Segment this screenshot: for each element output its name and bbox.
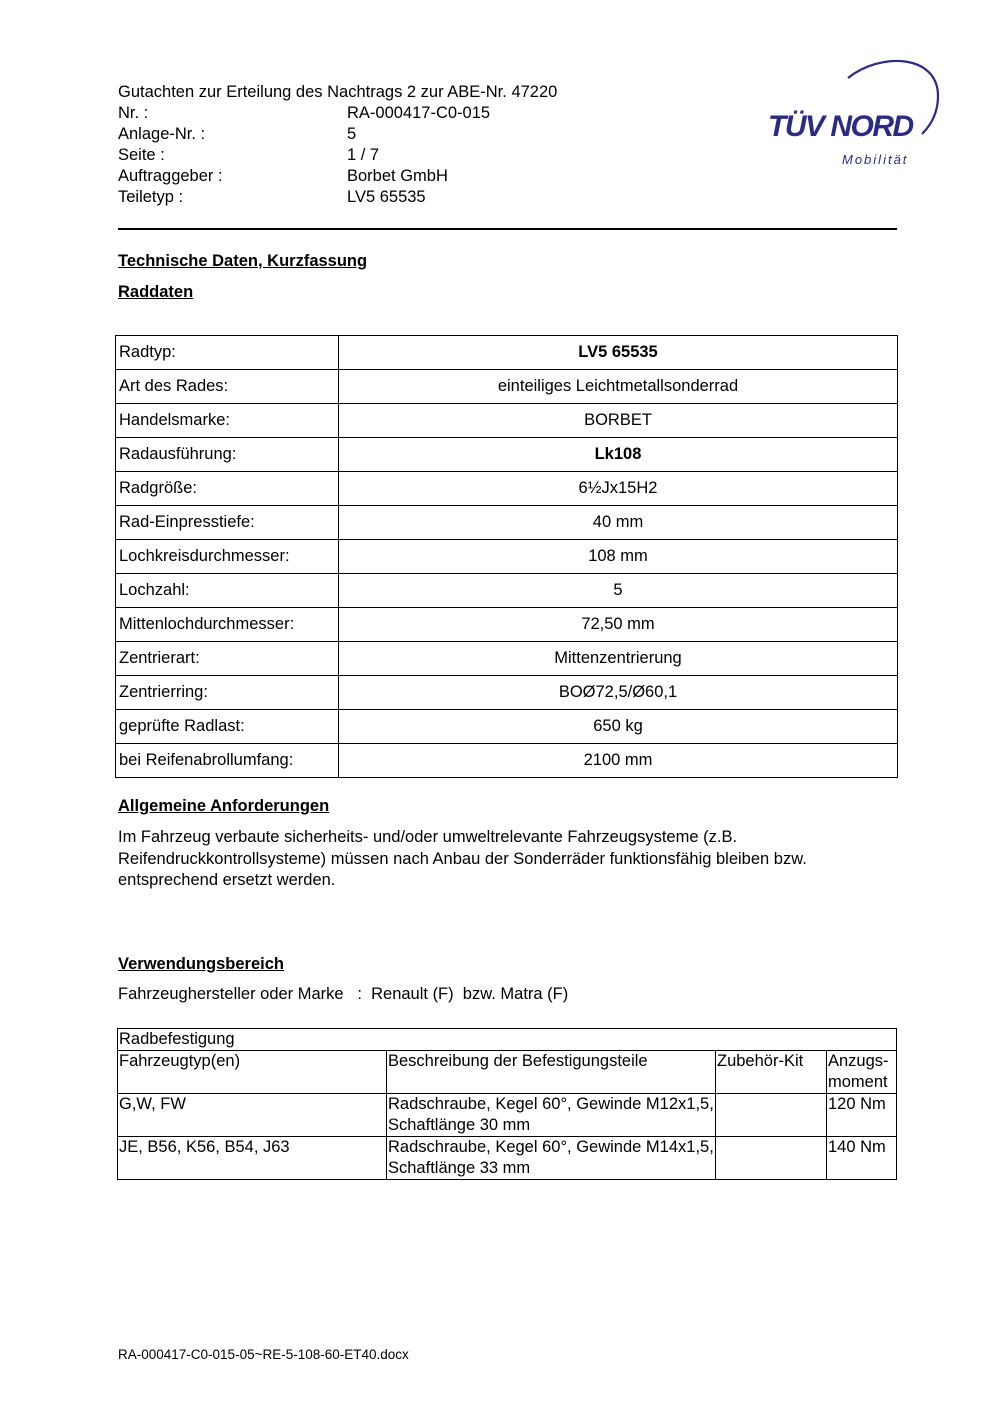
fahrzeughersteller-line: Fahrzeughersteller oder Marke : Renault (F) bzw. Matra (F)	[118, 985, 569, 1003]
radbefestigung-table	[117, 1028, 897, 1180]
header-value: Borbet GmbH	[347, 167, 448, 185]
row-value: 6½Jx15H2	[339, 472, 898, 506]
header-label: Auftraggeber :	[118, 167, 223, 185]
row-label: Radtyp:	[116, 336, 339, 370]
table-title: Radbefestigung	[118, 1029, 897, 1051]
table-row	[116, 438, 898, 472]
table-row	[116, 574, 898, 608]
header-label: Anlage-Nr. :	[118, 125, 206, 143]
table-cell: JE, B56, K56, B54, J63	[118, 1137, 387, 1180]
row-label: Zentrierart:	[116, 642, 339, 676]
table-row	[116, 370, 898, 404]
header-row-anlage	[118, 124, 490, 145]
footer-filename: RA-000417-C0-015-05~RE-5-108-60-ET40.docx	[118, 1347, 409, 1362]
table-cell	[716, 1094, 827, 1137]
row-value: 650 kg	[339, 710, 898, 744]
table-row	[116, 540, 898, 574]
table-row	[116, 744, 898, 778]
table-cell: G,W, FW	[118, 1094, 387, 1137]
row-value: einteiliges Leichtmetallsonderrad	[339, 370, 898, 404]
header-row-teiletyp	[118, 187, 490, 208]
table-row	[116, 404, 898, 438]
table-cell: Radschraube, Kegel 60°, Gewinde M12x1,5, Schaftlänge 30 mm	[387, 1094, 716, 1137]
row-value: Lk108	[339, 438, 898, 472]
row-value: LV5 65535	[339, 336, 898, 370]
header-label: Nr. :	[118, 104, 149, 122]
row-label: Radausführung:	[116, 438, 339, 472]
heading-raddaten: Raddaten	[118, 283, 194, 301]
row-label: Handelsmarke:	[116, 404, 339, 438]
row-label: Art des Rades:	[116, 370, 339, 404]
logo-brand-text: TÜV NORD	[768, 110, 913, 143]
column-header: Zubehör-Kit	[716, 1051, 827, 1094]
table-row	[118, 1137, 897, 1180]
table-row	[116, 336, 898, 370]
header-row-seite	[118, 145, 490, 166]
header-divider	[118, 228, 897, 230]
header-value: RA-000417-C0-015	[347, 104, 491, 122]
row-value: 5	[339, 574, 898, 608]
table-cell	[716, 1137, 827, 1180]
column-header: Fahrzeugtyp(en)	[118, 1051, 387, 1094]
table-row	[116, 472, 898, 506]
row-value: Mittenzentrierung	[339, 642, 898, 676]
row-value: 72,50 mm	[339, 608, 898, 642]
row-label: bei Reifenabrollumfang:	[116, 744, 339, 778]
row-label: geprüfte Radlast:	[116, 710, 339, 744]
row-label: Lochkreisdurchmesser:	[116, 540, 339, 574]
header-info	[118, 103, 490, 208]
row-value: 40 mm	[339, 506, 898, 540]
table-header-row	[118, 1051, 897, 1094]
raddaten-table	[115, 335, 898, 778]
header-row-auftraggeber	[118, 166, 490, 187]
row-value: 2100 mm	[339, 744, 898, 778]
row-value: BORBET	[339, 404, 898, 438]
logo-sub-text: Mobilität	[842, 152, 909, 167]
row-label: Mittenlochdurchmesser:	[116, 608, 339, 642]
header-value: LV5 65535	[347, 188, 426, 206]
heading-allgemeine-anforderungen: Allgemeine Anforderungen	[118, 797, 330, 815]
header-value: 5	[347, 125, 357, 143]
header-label: Seite :	[118, 146, 165, 164]
table-row	[116, 676, 898, 710]
table-row	[116, 506, 898, 540]
header-row-nr	[118, 103, 490, 124]
tuv-nord-logo	[760, 56, 945, 171]
allgemeine-anforderungen-text: Im Fahrzeug verbaute sicherheits- und/oder umweltrelevante Fahrzeugsysteme (z.B. Reifendruckkontrollsysteme) müssen nach Anbau der Sonderräder funktionsfähig bleiben bzw. entsprechend ersetzt werden.	[118, 828, 807, 889]
column-header: Anzugs-moment	[827, 1051, 897, 1094]
row-label: Zentrierring:	[116, 676, 339, 710]
row-value: 108 mm	[339, 540, 898, 574]
report-title: Gutachten zur Erteilung des Nachtrags 2 zur ABE-Nr. 47220	[118, 83, 558, 101]
table-row	[116, 642, 898, 676]
table-row	[116, 608, 898, 642]
header-value: 1 / 7	[347, 146, 380, 164]
row-label: Lochzahl:	[116, 574, 339, 608]
header-label: Teiletyp :	[118, 188, 184, 206]
heading-verwendungsbereich: Verwendungsbereich	[118, 955, 284, 973]
row-label: Radgröße:	[116, 472, 339, 506]
table-title-row	[118, 1029, 897, 1051]
table-cell: Radschraube, Kegel 60°, Gewinde M14x1,5, Schaftlänge 33 mm	[387, 1137, 716, 1180]
column-header: Beschreibung der Befestigungsteile	[387, 1051, 716, 1094]
row-label: Rad-Einpresstiefe:	[116, 506, 339, 540]
heading-technische-daten: Technische Daten, Kurzfassung	[118, 252, 368, 270]
table-row	[116, 710, 898, 744]
table-cell: 120 Nm	[827, 1094, 897, 1137]
table-cell: 140 Nm	[827, 1137, 897, 1180]
table-row	[118, 1094, 897, 1137]
row-value: BOØ72,5/Ø60,1	[339, 676, 898, 710]
